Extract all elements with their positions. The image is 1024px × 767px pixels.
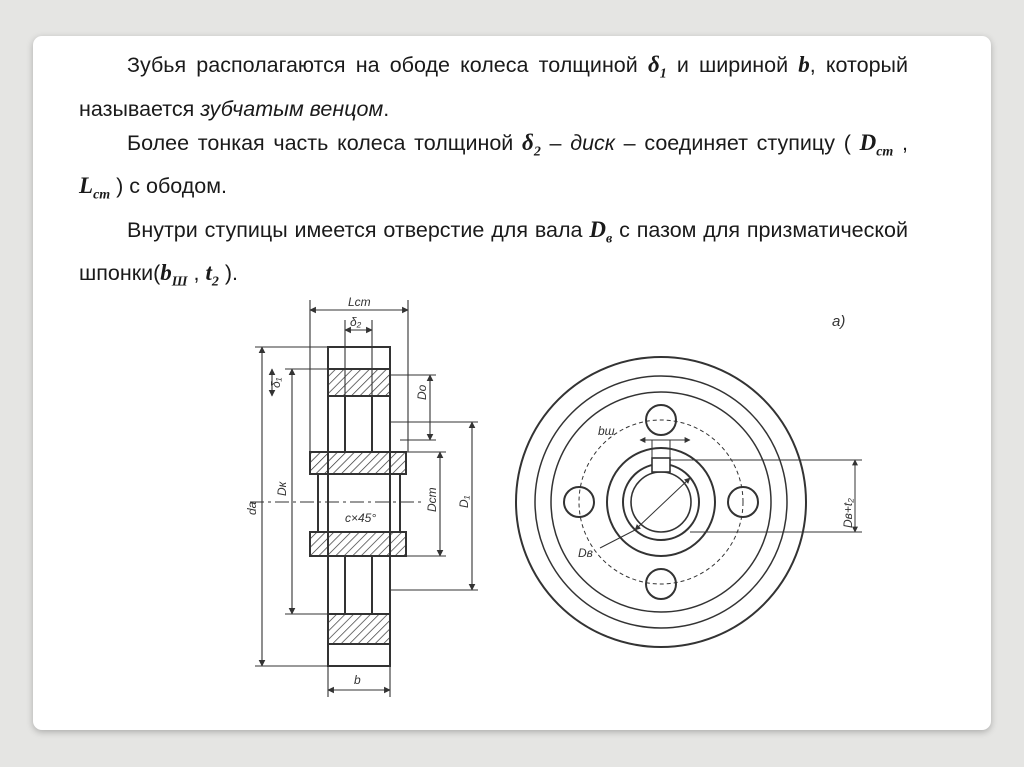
subscript: в — [605, 231, 613, 247]
symbol: δ — [522, 129, 534, 155]
front-view — [516, 357, 862, 647]
label-d1: D₁ — [457, 495, 471, 508]
label-bsh: bш — [598, 424, 615, 438]
label-dv-t2: Dв+t₂ — [841, 498, 855, 528]
rim-bottom-hatch — [328, 614, 390, 644]
text-run: Внутри ступицы имеется отверстие для вала — [127, 217, 590, 242]
label-a: a) — [832, 313, 846, 330]
subscript: cm — [876, 144, 894, 160]
symbol: t — [205, 260, 212, 286]
symbol: D — [589, 216, 606, 242]
text-run: – — [540, 130, 571, 155]
disk-circle — [551, 392, 771, 612]
hub-top-hatch — [310, 452, 406, 474]
text-run: ). — [218, 261, 238, 286]
text-run: – соединяет ступицу ( — [614, 130, 860, 155]
text-run: с пазом для призматической шпонки( — [79, 217, 909, 286]
subscript: Ш — [171, 274, 188, 290]
hole-left — [564, 487, 594, 517]
rim-top-outline — [328, 347, 390, 369]
subscript: 2 — [533, 144, 541, 160]
label-do: Dо — [415, 384, 429, 400]
text-run: . — [383, 96, 390, 121]
keyway — [652, 458, 670, 472]
text-run: , — [893, 130, 909, 155]
term-gear-rim: зубчатым венцом — [200, 96, 384, 121]
symbol: b — [160, 260, 172, 286]
disk-bottom — [345, 556, 372, 614]
label-delta1: δ₁ — [269, 377, 283, 388]
subscript: 1 — [659, 66, 667, 82]
bore-inner — [631, 472, 691, 532]
label-lcm: Lст — [348, 295, 371, 309]
symbol: δ — [647, 52, 660, 77]
label-dk: Dк — [275, 481, 289, 496]
symbol: L — [79, 173, 94, 199]
term-disk: диск — [570, 130, 615, 155]
text-run: Зубья располагаются на ободе колеса толщиной — [127, 53, 648, 77]
text-run: , который называется — [79, 53, 909, 121]
b-symbol: b — [798, 52, 810, 77]
rim-top-hatch — [328, 369, 390, 396]
text-run: Более тонкая часть колеса толщиной — [127, 130, 523, 155]
label-da: dа — [245, 501, 259, 515]
subscript: cm — [93, 187, 111, 203]
rim-inner-circle — [535, 376, 787, 628]
label-delta2: δ₂ — [350, 315, 362, 329]
label-dv: Dв — [578, 546, 593, 560]
label-b: b — [354, 673, 361, 687]
bore-outer — [623, 464, 699, 540]
label-dcm: Dст — [425, 487, 439, 512]
text-run: ) с ободом. — [110, 174, 228, 199]
subscript: 2 — [211, 274, 219, 290]
symbol: D — [859, 129, 877, 155]
hub-bottom-hatch — [310, 532, 406, 556]
text-run: , — [187, 261, 206, 286]
label-chamfer: c×45° — [345, 511, 377, 525]
disk-top — [345, 396, 372, 452]
outer-circle — [516, 357, 806, 647]
text-run: и шириной — [666, 53, 799, 77]
rim-bottom-outline — [328, 644, 390, 666]
side-section-view — [250, 347, 425, 666]
hole-pitch-circle — [579, 420, 743, 584]
